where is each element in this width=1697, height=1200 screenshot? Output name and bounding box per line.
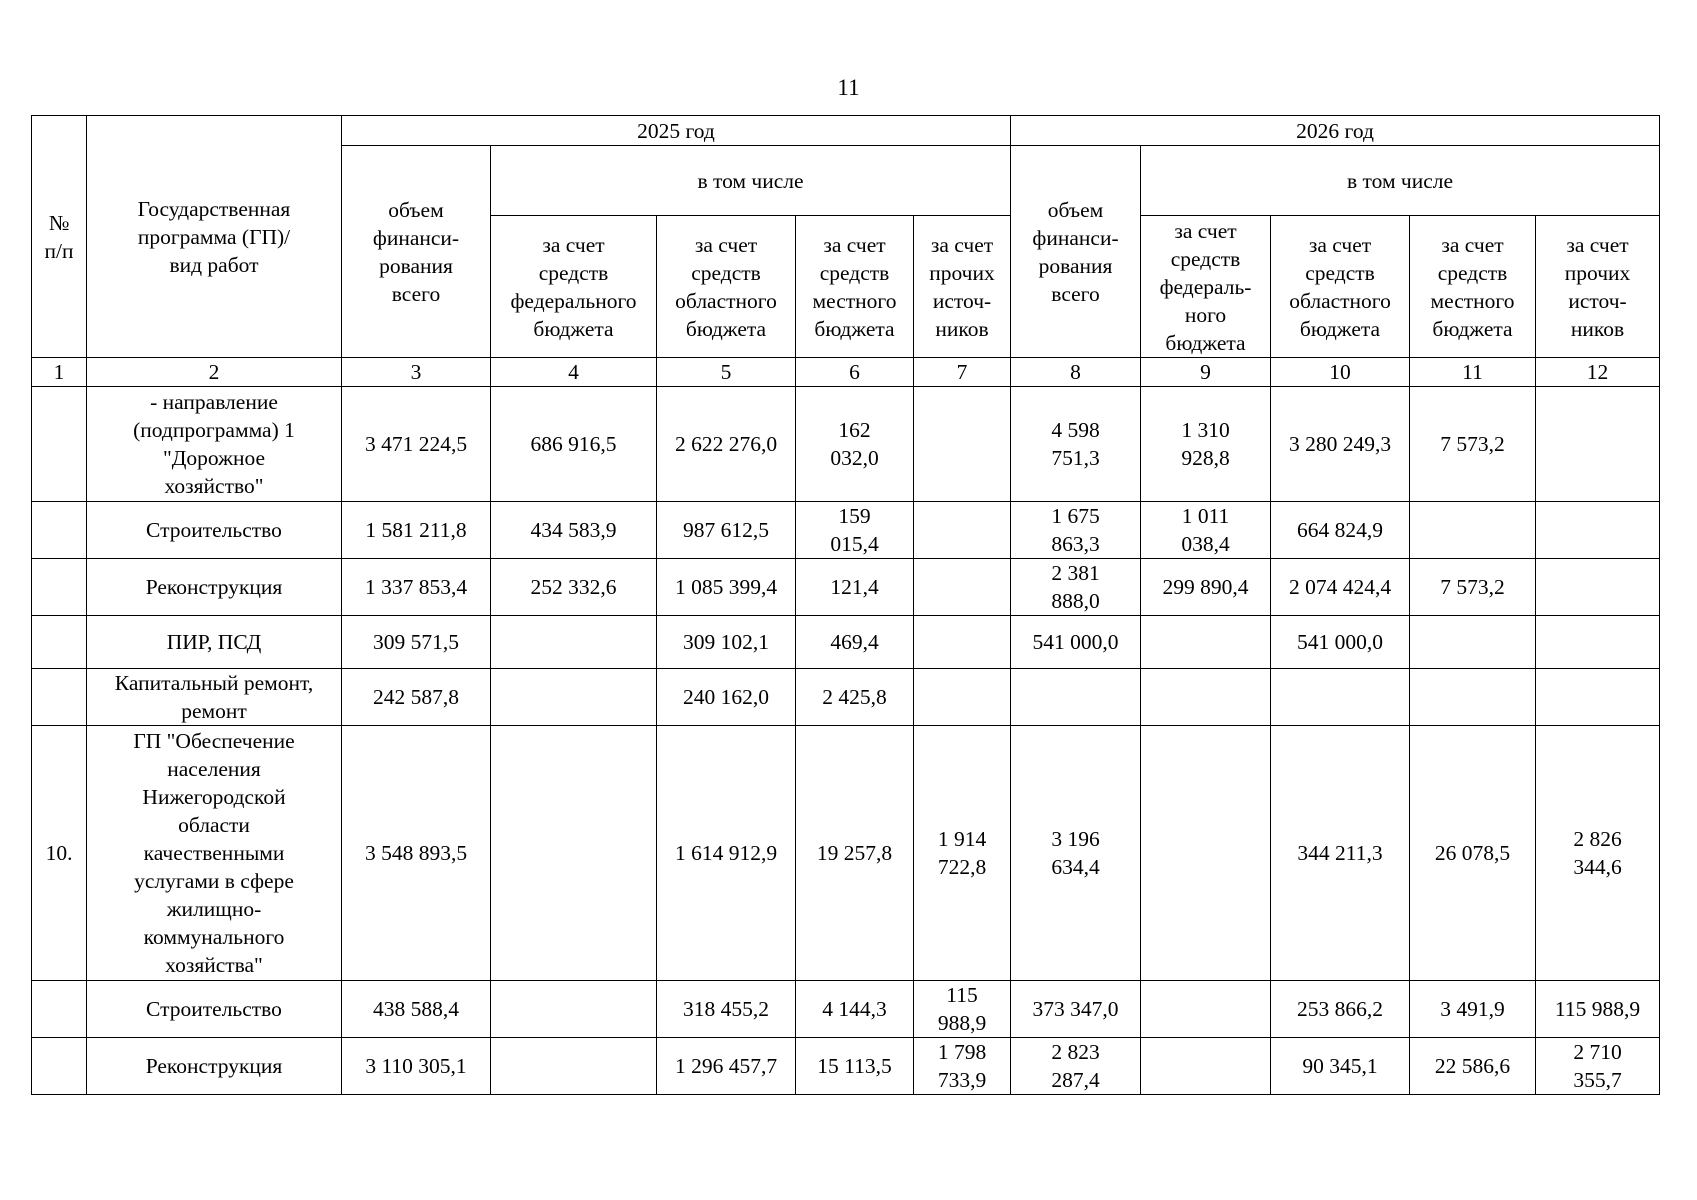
cell-federal-2026 — [1141, 1038, 1271, 1095]
cell-local-2025: 162 032,0 — [796, 387, 914, 502]
cell-other-2026: 115 988,9 — [1536, 981, 1660, 1038]
header-num: № п/п — [32, 116, 87, 358]
cell-other-2025 — [914, 669, 1011, 726]
cell-other-2026 — [1536, 387, 1660, 502]
cell-regional-2025: 987 612,5 — [657, 502, 796, 559]
cell-local-2026: 26 078,5 — [1410, 726, 1536, 981]
column-number: 9 — [1141, 358, 1271, 387]
cell-federal-2025: 252 332,6 — [491, 559, 657, 616]
cell-federal-2025 — [491, 616, 657, 669]
table-row — [32, 387, 1660, 502]
cell-regional-2025: 2 622 276,0 — [657, 387, 796, 502]
column-number: 3 — [342, 358, 491, 387]
header-local-2026: за счет средств местного бюджета — [1410, 216, 1536, 358]
cell-total-2025: 3 548 893,5 — [342, 726, 491, 981]
header-row-years — [32, 116, 1660, 146]
cell-total-2026: 541 000,0 — [1011, 616, 1141, 669]
table-row — [32, 1038, 1660, 1095]
row-number — [32, 502, 87, 559]
row-name: Капитальный ремонт, ремонт — [87, 669, 342, 726]
cell-federal-2026: 299 890,4 — [1141, 559, 1271, 616]
cell-regional-2026: 664 824,9 — [1271, 502, 1410, 559]
cell-total-2026: 4 598 751,3 — [1011, 387, 1141, 502]
row-name: Реконструкция — [87, 559, 342, 616]
cell-federal-2025 — [491, 726, 657, 981]
cell-federal-2025: 434 583,9 — [491, 502, 657, 559]
cell-other-2025: 1 798 733,9 — [914, 1038, 1011, 1095]
cell-local-2025: 159 015,4 — [796, 502, 914, 559]
cell-regional-2025: 240 162,0 — [657, 669, 796, 726]
row-number — [32, 559, 87, 616]
cell-federal-2026 — [1141, 726, 1271, 981]
column-number: 7 — [914, 358, 1011, 387]
header-year-2025: 2025 год — [342, 116, 1011, 146]
cell-total-2025: 1 581 211,8 — [342, 502, 491, 559]
table-row — [32, 616, 1660, 669]
cell-other-2025 — [914, 387, 1011, 502]
cell-local-2026 — [1410, 502, 1536, 559]
cell-other-2025 — [914, 559, 1011, 616]
header-year-2026: 2026 год — [1011, 116, 1660, 146]
cell-federal-2025 — [491, 669, 657, 726]
cell-federal-2025 — [491, 1038, 657, 1095]
column-number: 1 — [32, 358, 87, 387]
cell-federal-2026 — [1141, 981, 1271, 1038]
financing-table — [31, 115, 1660, 1095]
cell-regional-2025: 1 614 912,9 — [657, 726, 796, 981]
header-regional-2026: за счет средств областного бюджета — [1271, 216, 1410, 358]
cell-other-2025: 1 914 722,8 — [914, 726, 1011, 981]
header-federal-2026: за счет средств федераль- ного бюджета — [1141, 216, 1271, 358]
cell-regional-2026: 90 345,1 — [1271, 1038, 1410, 1095]
cell-federal-2025 — [491, 981, 657, 1038]
header-federal-2025: за счет средств федерального бюджета — [491, 216, 657, 358]
cell-total-2025: 1 337 853,4 — [342, 559, 491, 616]
cell-local-2025: 15 113,5 — [796, 1038, 914, 1095]
row-number: 10. — [32, 726, 87, 981]
cell-federal-2026: 1 310 928,8 — [1141, 387, 1271, 502]
cell-other-2026: 2 710 355,7 — [1536, 1038, 1660, 1095]
column-number: 4 — [491, 358, 657, 387]
header-program: Государственная программа (ГП)/ вид работ — [87, 116, 342, 358]
cell-total-2025: 242 587,8 — [342, 669, 491, 726]
cell-local-2026: 7 573,2 — [1410, 559, 1536, 616]
cell-local-2026: 7 573,2 — [1410, 387, 1536, 502]
cell-regional-2025: 1 296 457,7 — [657, 1038, 796, 1095]
cell-regional-2026: 3 280 249,3 — [1271, 387, 1410, 502]
cell-local-2026 — [1410, 669, 1536, 726]
column-number-row — [32, 358, 1660, 387]
row-number — [32, 1038, 87, 1095]
row-name: ПИР, ПСД — [87, 616, 342, 669]
header-including-2026: в том числе — [1141, 146, 1660, 216]
row-name: Строительство — [87, 981, 342, 1038]
column-number: 2 — [87, 358, 342, 387]
table-row — [32, 726, 1660, 981]
cell-regional-2025: 1 085 399,4 — [657, 559, 796, 616]
cell-regional-2025: 318 455,2 — [657, 981, 796, 1038]
row-number — [32, 387, 87, 502]
cell-other-2025 — [914, 616, 1011, 669]
cell-total-2026: 2 823 287,4 — [1011, 1038, 1141, 1095]
column-number: 12 — [1536, 358, 1660, 387]
cell-other-2026 — [1536, 616, 1660, 669]
cell-total-2026: 373 347,0 — [1011, 981, 1141, 1038]
row-name: Реконструкция — [87, 1038, 342, 1095]
cell-regional-2026 — [1271, 669, 1410, 726]
cell-federal-2026 — [1141, 616, 1271, 669]
cell-regional-2026: 541 000,0 — [1271, 616, 1410, 669]
cell-regional-2026: 253 866,2 — [1271, 981, 1410, 1038]
cell-total-2025: 3 471 224,5 — [342, 387, 491, 502]
column-number: 11 — [1410, 358, 1536, 387]
cell-total-2025: 438 588,4 — [342, 981, 491, 1038]
cell-federal-2026: 1 011 038,4 — [1141, 502, 1271, 559]
cell-other-2025: 115 988,9 — [914, 981, 1011, 1038]
row-name: ГП "Обеспечение населения Нижегородской области качественными услугами в сфере жилищно- коммунального хозяйства" — [87, 726, 342, 981]
column-number: 8 — [1011, 358, 1141, 387]
header-regional-2025: за счет средств областного бюджета — [657, 216, 796, 358]
cell-total-2026: 1 675 863,3 — [1011, 502, 1141, 559]
cell-total-2026 — [1011, 669, 1141, 726]
cell-local-2025: 121,4 — [796, 559, 914, 616]
cell-other-2026: 2 826 344,6 — [1536, 726, 1660, 981]
row-number — [32, 981, 87, 1038]
cell-other-2026 — [1536, 669, 1660, 726]
header-including-2025: в том числе — [491, 146, 1011, 216]
cell-local-2026 — [1410, 616, 1536, 669]
table-row — [32, 502, 1660, 559]
table-row — [32, 559, 1660, 616]
header-other-2025: за счет прочих источ- ников — [914, 216, 1011, 358]
row-number — [32, 669, 87, 726]
row-name: - направление (подпрограмма) 1 "Дорожное хозяйство" — [87, 387, 342, 502]
header-total-2025: объем финанси- рования всего — [342, 146, 491, 358]
header-total-2026: объем финанси- рования всего — [1011, 146, 1141, 358]
row-number — [32, 616, 87, 669]
column-number: 6 — [796, 358, 914, 387]
column-number: 10 — [1271, 358, 1410, 387]
cell-total-2026: 3 196 634,4 — [1011, 726, 1141, 981]
cell-other-2025 — [914, 502, 1011, 559]
cell-total-2025: 3 110 305,1 — [342, 1038, 491, 1095]
table-row — [32, 669, 1660, 726]
cell-federal-2025: 686 916,5 — [491, 387, 657, 502]
cell-other-2026 — [1536, 559, 1660, 616]
header-local-2025: за счет средств местного бюджета — [796, 216, 914, 358]
cell-other-2026 — [1536, 502, 1660, 559]
cell-local-2025: 2 425,8 — [796, 669, 914, 726]
cell-total-2026: 2 381 888,0 — [1011, 559, 1141, 616]
cell-regional-2025: 309 102,1 — [657, 616, 796, 669]
table-row — [32, 981, 1660, 1038]
cell-local-2026: 22 586,6 — [1410, 1038, 1536, 1095]
cell-local-2025: 4 144,3 — [796, 981, 914, 1038]
cell-regional-2026: 344 211,3 — [1271, 726, 1410, 981]
cell-local-2025: 19 257,8 — [796, 726, 914, 981]
cell-local-2026: 3 491,9 — [1410, 981, 1536, 1038]
cell-local-2025: 469,4 — [796, 616, 914, 669]
page-number: 11 — [837, 75, 860, 100]
column-number: 5 — [657, 358, 796, 387]
cell-total-2025: 309 571,5 — [342, 616, 491, 669]
cell-federal-2026 — [1141, 669, 1271, 726]
cell-regional-2026: 2 074 424,4 — [1271, 559, 1410, 616]
header-other-2026: за счет прочих источ- ников — [1536, 216, 1660, 358]
row-name: Строительство — [87, 502, 342, 559]
